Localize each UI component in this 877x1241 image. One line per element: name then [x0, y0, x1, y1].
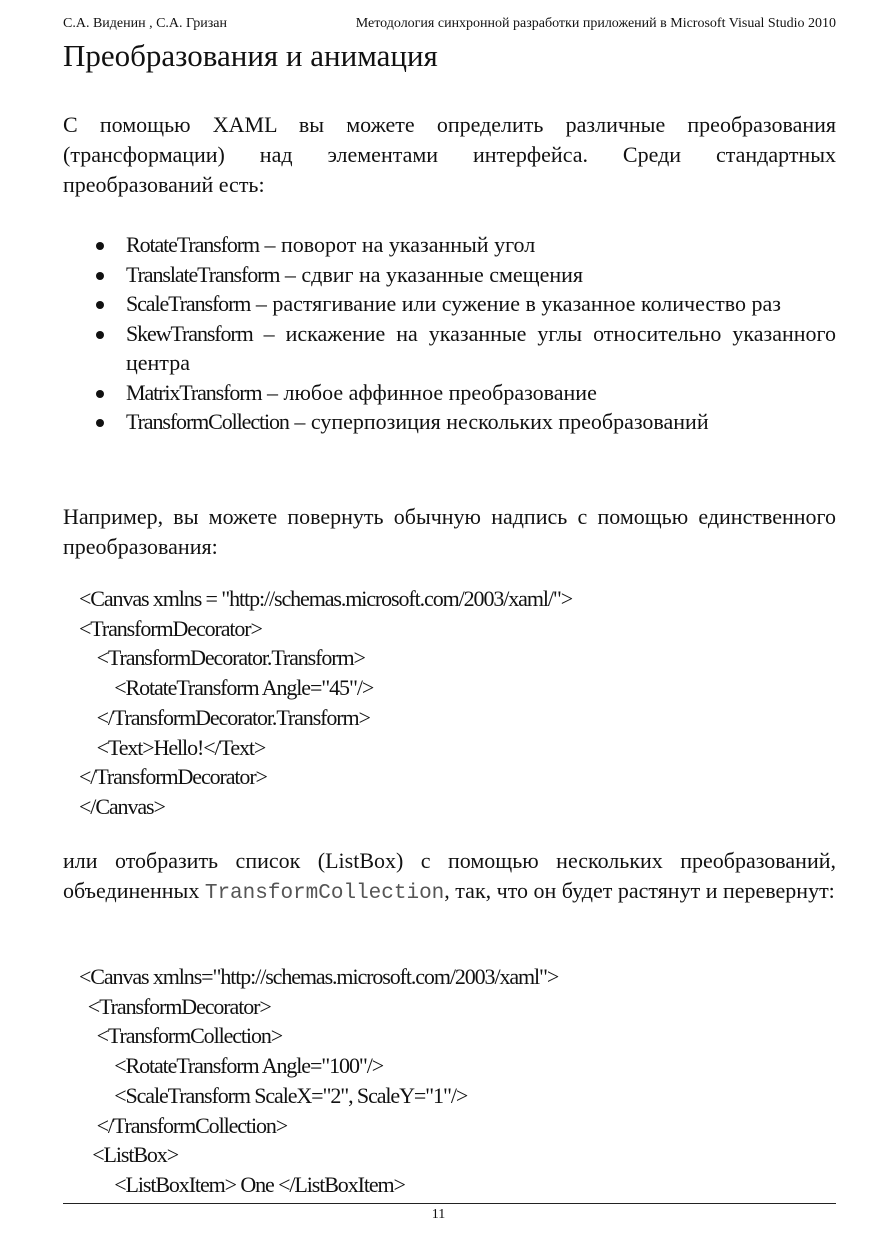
code-line: <TransformDecorator> — [79, 993, 271, 1019]
bullet-icon — [96, 301, 104, 309]
page-number: 11 — [431, 1207, 446, 1222]
code-line: </TransformDecorator> — [79, 764, 267, 790]
code-line: <TransformDecorator.Transform> — [79, 645, 365, 671]
example-intro-paragraph: Например, вы можете повернуть обычную надпись с помощью единственного преобразования: — [63, 504, 836, 559]
code-line: <Canvas xmlns = "http://schemas.microsoft.com/2003/xaml/"> — [79, 586, 573, 611]
code-line: <RotateTransform Angle="100"/> — [79, 1053, 384, 1079]
list-item — [63, 260, 836, 290]
transform-name: TransformCollection — [126, 409, 289, 434]
bullet-icon — [96, 419, 104, 427]
inline-code: TransformCollection — [204, 882, 445, 905]
bullet-icon — [96, 390, 104, 398]
code-line: </TransformCollection> — [79, 1112, 288, 1138]
code-line: <ListBoxItem> One </ListBoxItem> — [79, 1171, 405, 1197]
transform-name: TranslateTransform — [126, 261, 280, 287]
transform-name: RotateTransform — [126, 232, 260, 257]
intro-paragraph: С помощью XAML вы можете определить различные преобразования (трансформации) над элементами интерфейса. Среди стандартных преобразований есть: — [63, 112, 836, 197]
list-item — [63, 230, 836, 260]
example2-text-after: , так, что он будет растянут и перевернут: — [444, 878, 835, 903]
transform-desc: – сдвиг на указанные смещения — [279, 261, 584, 287]
transform-desc: – искажение на указанные углы относительно указанного центра — [126, 320, 836, 375]
code-line: <ScaleTransform ScaleX="2", ScaleY="1"/> — [79, 1082, 468, 1108]
code-line: <ListBox> — [79, 1142, 179, 1168]
bullet-icon — [96, 242, 104, 250]
list-item — [63, 319, 836, 378]
transform-desc: – суперпозиция нескольких преобразований — [288, 409, 709, 434]
transform-desc: – поворот на указанный угол — [259, 232, 536, 257]
code-line: <RotateTransform Angle="45"/> — [79, 675, 374, 701]
list-item — [63, 407, 836, 437]
header-doc-title: Методология синхронной разработки приложений в Microsoft Visual Studio 2010 — [355, 16, 836, 31]
code-line: <Text>Hello!</Text> — [79, 734, 266, 760]
code-line: </TransformDecorator.Transform> — [79, 704, 370, 730]
example2-text-before: или отобразить список (ListBox) с помощью нескольких преобразований, объединенных — [63, 848, 836, 903]
code-block-rotate — [79, 584, 572, 822]
header-authors: С.А. Виденин , С.А. Гризан — [63, 16, 227, 31]
code-line: <TransformDecorator> — [79, 615, 262, 641]
code-block-listbox — [79, 962, 558, 1200]
transform-name: ScaleTransform — [126, 291, 251, 316]
section-title: Преобразования и анимация — [63, 38, 438, 73]
code-line: <TransformCollection> — [79, 1023, 283, 1049]
list-item — [63, 378, 836, 408]
code-line: <Canvas xmlns="http://schemas.microsoft.com/2003/xaml"> — [79, 964, 559, 989]
example2-paragraph — [63, 846, 836, 909]
list-item — [63, 289, 836, 319]
transform-name: MatrixTransform — [126, 379, 262, 405]
bullet-icon — [96, 272, 104, 280]
footer-divider — [63, 1203, 836, 1204]
transform-list — [63, 230, 836, 437]
transform-name: SkewTransform — [126, 320, 253, 346]
code-line: </Canvas> — [79, 793, 165, 819]
transform-desc: – любое аффинное преобразование — [261, 379, 597, 405]
transform-desc: – растягивание или сужение в указанное количество раз — [250, 291, 781, 316]
bullet-icon — [96, 331, 104, 339]
